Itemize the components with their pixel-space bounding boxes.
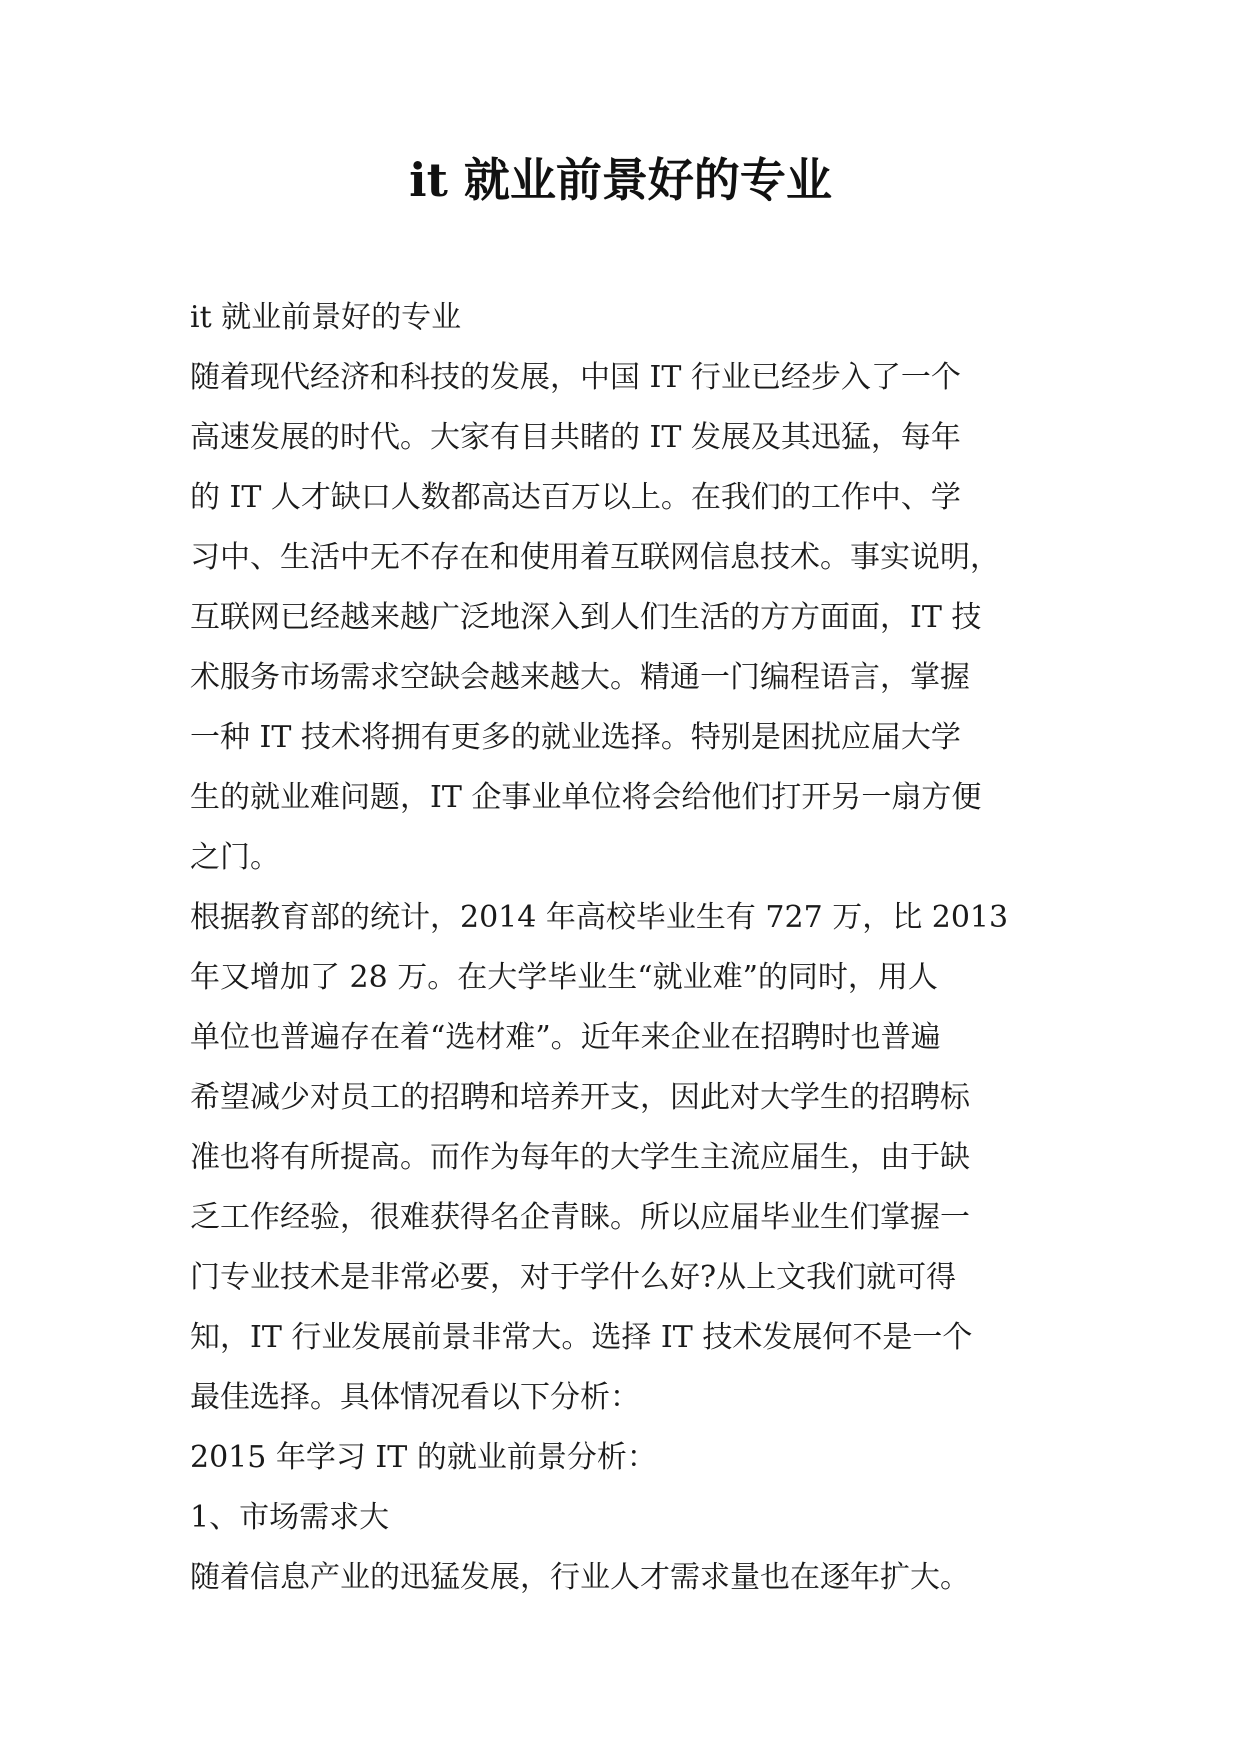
body-line: 准也将有所提高。而作为每年的大学生主流应届生，由于缺 [190, 1140, 970, 1175]
body-line: 之门。 [190, 840, 280, 875]
document-body [190, 288, 1070, 1608]
body-line: 互联网已经越来越广泛地深入到人们生活的方方面面，IT 技 [190, 600, 982, 635]
body-line: 门专业技术是非常必要，对于学什么好?从上文我们就可得 [190, 1260, 957, 1295]
body-line: 知，IT 行业发展前景非常大。选择 IT 技术发展何不是一个 [190, 1320, 973, 1355]
body-line: 年又增加了 28 万。在大学毕业生“就业难”的同时，用人 [190, 960, 938, 995]
body-line: 最佳选择。具体情况看以下分析： [190, 1380, 640, 1415]
body-line: 随着信息产业的迅猛发展，行业人才需求量也在逐年扩大。 [190, 1560, 970, 1595]
body-line: 术服务市场需求空缺会越来越大。精通一门编程语言，掌握 [190, 660, 970, 695]
body-line: 一种 IT 技术将拥有更多的就业选择。特别是困扰应届大学 [190, 720, 961, 755]
body-line: 单位也普遍存在着“选材难”。近年来企业在招聘时也普遍 [190, 1020, 941, 1055]
body-line: 高速发展的时代。大家有目共睹的 IT 发展及其迅猛，每年 [190, 420, 961, 455]
body-line: 生的就业难问题，IT 企事业单位将会给他们打开另一扇方便 [190, 780, 982, 815]
body-line: 习中、生活中无不存在和使用着互联网信息技术。事实说明， [190, 540, 1000, 575]
body-line: 的 IT 人才缺口人数都高达百万以上。在我们的工作中、学 [190, 480, 961, 515]
body-line: 根据教育部的统计，2014 年高校毕业生有 727 万，比 2013 [190, 900, 1009, 935]
body-line: 希望减少对员工的招聘和培养开支，因此对大学生的招聘标 [190, 1080, 970, 1115]
document-title: it 就业前景好的专业 [409, 153, 832, 207]
body-line: 1、市场需求大 [190, 1500, 390, 1535]
body-line: 随着现代经济和科技的发展，中国 IT 行业已经步入了一个 [190, 360, 961, 395]
body-line: 2015 年学习 IT 的就业前景分析： [190, 1440, 657, 1475]
body-line: 乏工作经验，很难获得名企青睐。所以应届毕业生们掌握一 [190, 1200, 970, 1235]
body-line: it 就业前景好的专业 [190, 300, 462, 335]
